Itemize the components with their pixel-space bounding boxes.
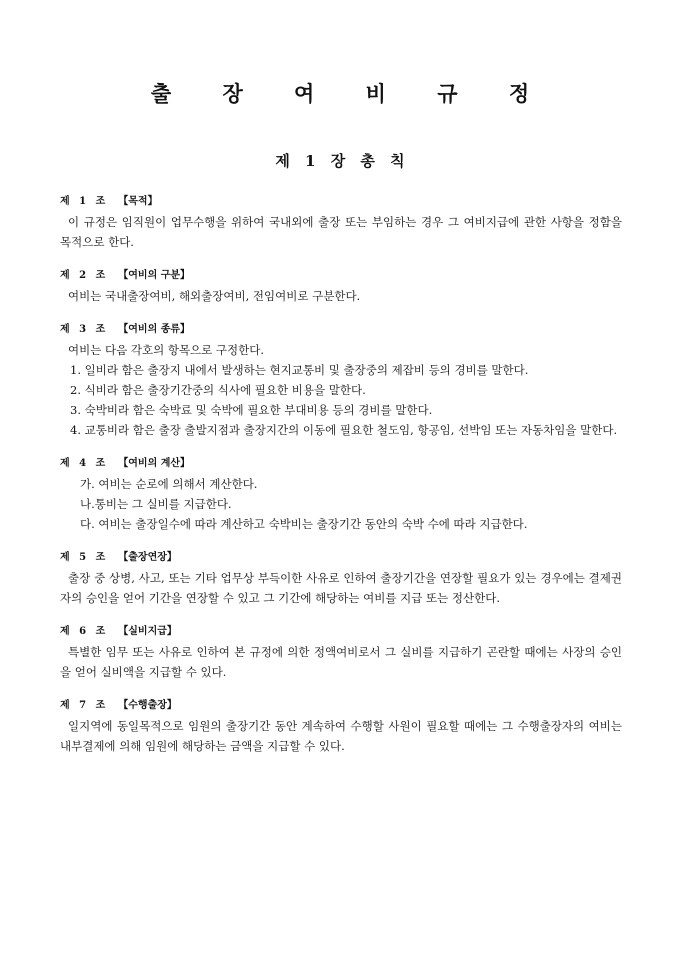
article-heading <box>60 320 622 340</box>
article-number: 제 7 조 <box>60 700 109 711</box>
article-number: 제 1 조 <box>60 196 109 207</box>
list-item: 다. 여비는 출장일수에 따라 계산하고 숙박비는 출장기간 동안의 숙박 수에 따라 지급한다. <box>80 517 528 531</box>
article-title: 【여비의 종류】 <box>118 324 191 335</box>
list-item: 가. 여비는 순로에 의해서 계산한다. <box>80 477 258 491</box>
article-number: 제 3 조 <box>60 324 109 335</box>
article-paragraph: 이 규정은 임직원이 업무수행을 위하여 국내외에 출장 또는 부임하는 경우 그 여비지급에 관한 사항을 정함을 목적으로 한다. <box>60 215 622 249</box>
article-number: 제 5 조 <box>60 552 109 563</box>
article-heading <box>60 192 622 212</box>
list-item: 나.통비는 그 실비를 지급한다. <box>80 497 232 511</box>
article-title: 【여비의 구분】 <box>118 270 191 281</box>
article-title: 【실비지급】 <box>118 626 177 637</box>
article-2 <box>60 266 622 306</box>
article-title: 【여비의 계산】 <box>118 458 191 469</box>
article-1 <box>60 192 622 252</box>
article-title: 【수행출장】 <box>118 700 177 711</box>
article-intro: 여비는 다음 각호의 항목으로 구정한다. <box>68 343 265 357</box>
document-body <box>60 192 622 770</box>
article-4 <box>60 454 622 534</box>
article-6 <box>60 622 622 682</box>
article-title: 【목적】 <box>118 196 158 207</box>
article-paragraph: 특별한 임무 또는 사유로 인하여 본 규정에 의한 정액여비로서 그 실비를 지급하기 곤란할 때에는 사장의 승인을 얻어 실비액을 지급할 수 있다. <box>60 645 622 679</box>
article-number: 제 2 조 <box>60 270 109 281</box>
article-paragraph: 일지역에 동일목적으로 임원의 출장기간 동안 계속하여 수행할 사원이 필요할 때에는 그 수행출장자의 여비는 내부결제에 의해 임원에 해당하는 금액을 지급할 수 있다. <box>60 719 622 753</box>
article-3 <box>60 320 622 440</box>
article-paragraph: 여비는 국내출장여비, 해외출장여비, 전임여비로 구분한다. <box>68 289 361 303</box>
list-item: 2. 식비라 함은 출장기간중의 식사에 필요한 비용을 말한다. <box>70 383 366 397</box>
article-title: 【출장연장】 <box>118 552 177 563</box>
list-item: 4. 교통비라 함은 출장 출발지점과 출장지간의 이동에 필요한 철도임, 항공임, 선박임 또는 자동차임을 말한다. <box>70 423 618 437</box>
article-heading <box>60 696 622 716</box>
article-heading <box>60 454 622 474</box>
document-title: 출 장 여 비 규 정 <box>150 81 552 106</box>
article-5 <box>60 548 622 608</box>
article-number: 제 4 조 <box>60 458 109 469</box>
list-item: 1. 일비라 함은 출장지 내에서 발생하는 현지교통비 및 출장중의 제잡비 등의 경비를 말한다. <box>70 363 529 377</box>
article-heading <box>60 548 622 568</box>
list-item: 3. 숙박비라 함은 숙박료 및 숙박에 필요한 부대비용 등의 경비를 말한다. <box>70 403 433 417</box>
article-7 <box>60 696 622 756</box>
article-number: 제 6 조 <box>60 626 109 637</box>
article-heading <box>60 266 622 286</box>
article-heading <box>60 622 622 642</box>
article-paragraph: 출장 중 상병, 사고, 또는 기타 업무상 부득이한 사유로 인하여 출장기간을 연장할 필요가 있는 경우에는 결제권 자의 승인을 얻어 기간을 연장할 수 있고 그 기간에 해당하는 여비를 지급 또는 정산한다. <box>60 571 622 605</box>
chapter-title: 제 1 장 총 칙 <box>275 152 410 170</box>
